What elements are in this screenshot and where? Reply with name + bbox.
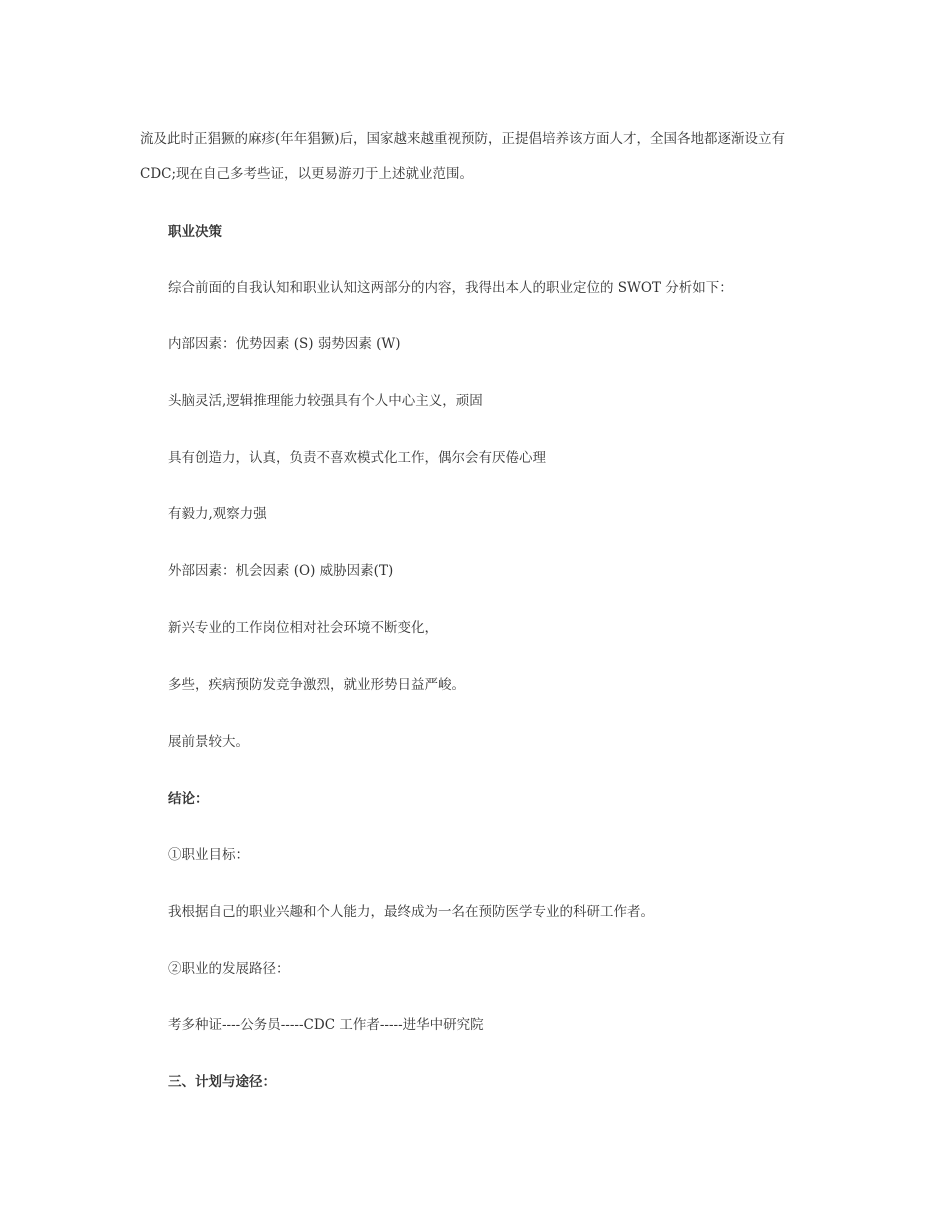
career-goal-text: 我根据自己的职业兴趣和个人能力，最终成为一名在预防医学专业的科研工作者。	[168, 904, 654, 920]
section-heading-plan-and-approach: 三、计划与途径：	[168, 1074, 276, 1090]
swot-line-strengths-1: 头脑灵活,逻辑推理能力较强具有个人中心主义，顽固	[168, 393, 483, 409]
paragraph-continuation-line-2: CDC;现在自己多考些证，以更易游刃于上述就业范围。	[140, 166, 474, 182]
conclusion-heading: 结论：	[168, 791, 209, 807]
internal-factors-label: 内部因素：优势因素 (S) 弱势因素 (W)	[168, 336, 401, 352]
swot-line-opportunities-1: 新兴专业的工作岗位相对社会环境不断变化，	[168, 620, 438, 636]
career-goal-label: ①职业目标：	[168, 847, 249, 863]
paragraph-continuation-line-1: 流及此时正猖獗的麻疹(年年猖獗)后，国家越来越重视预防，正提倡培养该方面人才，全国各地都逐渐设立有	[140, 131, 786, 147]
career-path-label: ②职业的发展路径：	[168, 961, 290, 977]
swot-line-opportunities-2: 展前景较大。	[168, 734, 249, 750]
external-factors-label: 外部因素：机会因素 (O) 威胁因素(T)	[168, 563, 394, 579]
swot-intro-paragraph: 综合前面的自我认知和职业认知这两部分的内容，我得出本人的职业定位的 SWOT 分析如下：	[168, 280, 733, 296]
section-heading-career-decision: 职业决策	[168, 224, 222, 240]
swot-line-strengths-3: 有毅力,观察力强	[168, 506, 267, 522]
swot-line-threats-1: 多些，疾病预防发竞争激烈，就业形势日益严峻。	[168, 677, 465, 693]
career-path-text: 考多种证----公务员-----CDC 工作者-----进华中研究院	[168, 1017, 484, 1033]
swot-line-strengths-2: 具有创造力，认真，负责不喜欢模式化工作，偶尔会有厌倦心理	[168, 450, 546, 466]
